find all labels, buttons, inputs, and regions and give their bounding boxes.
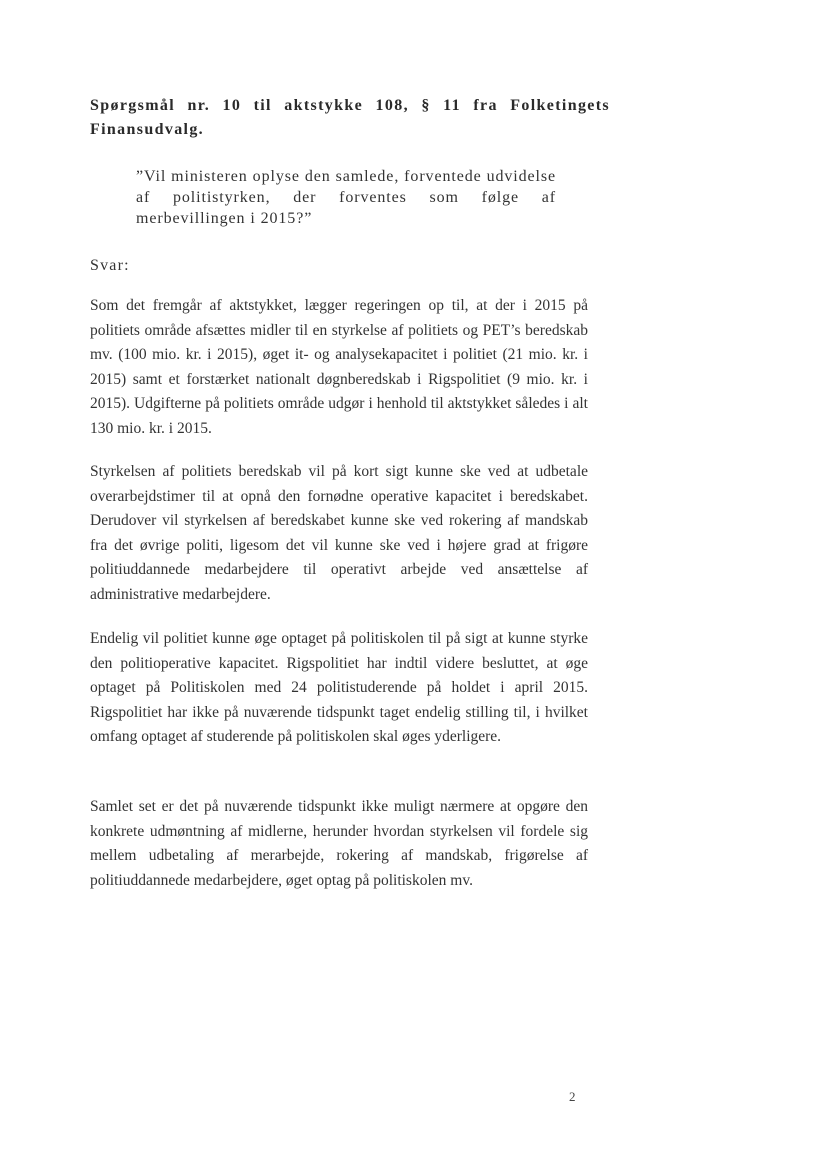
page-number: 2 <box>569 1089 576 1104</box>
answer-label: Svar: <box>90 257 130 274</box>
answer-paragraph-1: Som det fremgår af aktstykket, lægger regeringen op til, at der i 2015 på politiets område afsættes midler til en styrkelse af politiets og PET’s beredskab mv. (100 mio. kr. i 2015), øget it- og analysekapacitet i politiet (21 mio. kr. i 2015) samt et forstærket nationalt døgnberedskab i Rigspolitiet (9 mio. kr. i 2015). Udgifterne på politiets område udgør i henhold til aktstykket således i alt 130 mio. kr. i 2015. <box>90 297 588 437</box>
question-heading: Spørgsmål nr. 10 til aktstykke 108, § 11 fra Folketingets Finansudvalg. <box>90 97 610 138</box>
answer-paragraph-3: Endelig vil politiet kunne øge optaget på politiskolen til på sigt at kunne styrke den politioperative kapacitet. Rigspolitiet har indtil videre besluttet, at øge optaget på Politiskolen med 24 politistuderende på holdet i april 2015. Rigspolitiet har ikke på nuværende tidspunkt taget endelig stilling til, i hvilket omfang optaget af studerende på politiskolen skal øges yderligere. <box>90 630 588 745</box>
question-quote: ”Vil ministeren oplyse den samlede, forventede udvidelse af politistyrken, der forventes som følge af merbevillingen i 2015?” <box>136 168 556 227</box>
answer-paragraph-2: Styrkelsen af politiets beredskab vil på kort sigt kunne ske ved at udbetale overarbejdstimer til at opnå den fornødne operative kapacitet i beredskabet. Derudover vil styrkelsen af beredskabet kunne ske ved rokering af mandskab fra det øvrige politi, ligesom det vil kunne ske ved i højere grad at frigøre politiuddannede medarbejdere til operativt arbejde ved ansættelse af administrative medarbejdere. <box>90 463 588 603</box>
answer-paragraph-4: Samlet set er det på nuværende tidspunkt ikke muligt nærmere at opgøre den konkrete udmøntning af midlerne, herunder hvordan styrkelsen vil fordele sig mellem udbetaling af merarbejde, rokering af mandskab, frigørelse af politiuddannede medarbejdere, øget optag på politiskolen mv. <box>90 798 588 889</box>
